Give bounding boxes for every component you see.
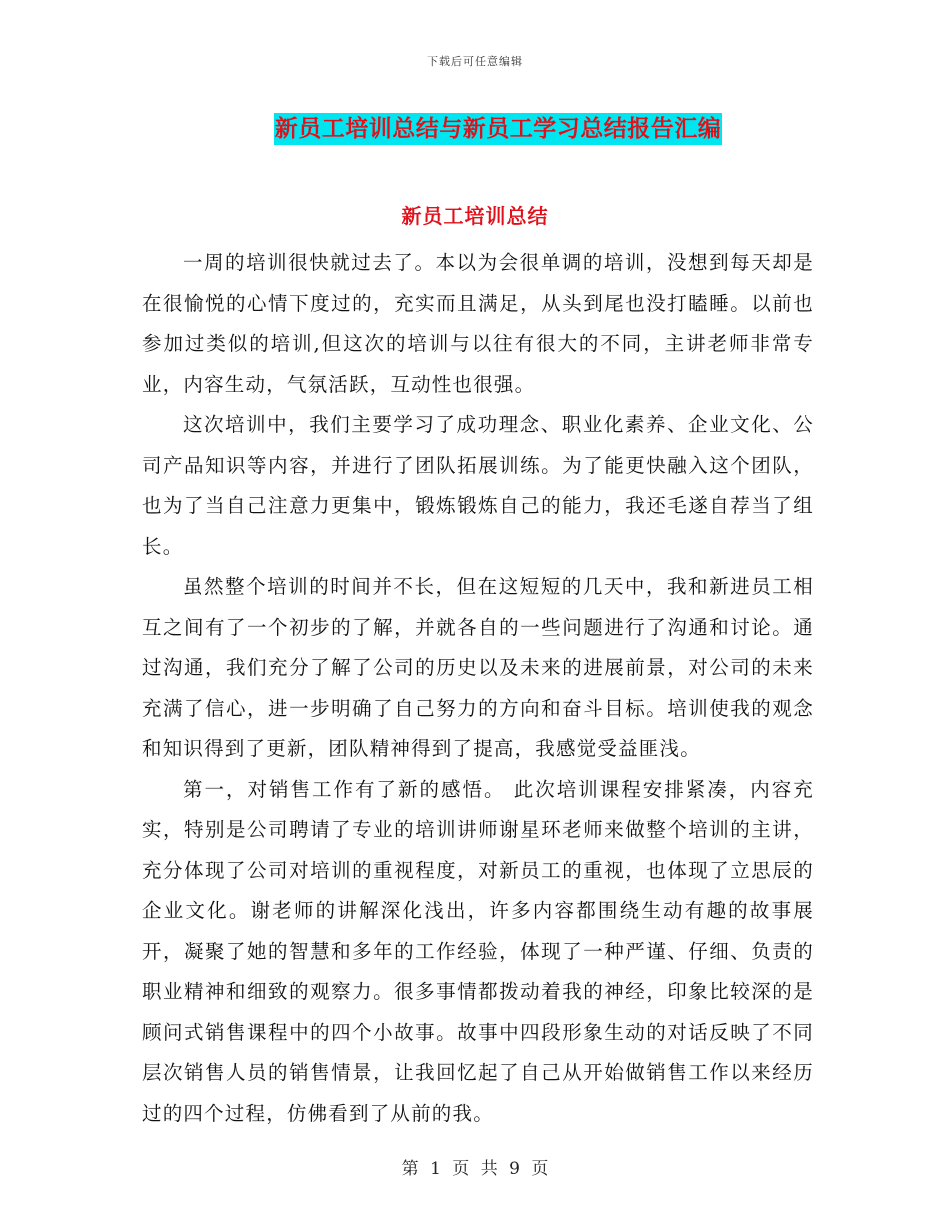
paragraph-3: 虽然整个培训的时间并不长，但在这短短的几天中，我和新进员工相互之间有了一个初步的了解，并就各自的一些问题进行了沟通和讨论。通过沟通，我们充分了解了公司的历史以及未来的进展前景，对公司的未来充满了信心，进一步明确了自己努力的方向和奋斗目标。培训使我的观念和知识得到了更新，团队精神得到了提高，我感觉受益匪浅。	[142, 575, 814, 760]
section-title: 新员工培训总结	[401, 204, 549, 228]
paragraph-2: 这次培训中，我们主要学习了成功理念、职业化素养、企业文化、公司产品知识等内容，并进行了团队拓展训练。为了能更快融入这个团队，也为了当自己注意力更集中，锻炼锻炼自己的能力，我还毛遂自荐当了组长。	[142, 413, 814, 558]
paragraph-4: 第一，对销售工作有了新的感悟。 此次培训课程安排紧凑，内容充实，特别是公司聘请了专业的培训讲师谢星环老师来做整个培训的主讲，充分体现了公司对培训的重视程度，对新员工的重视，也体现了立思辰的企业文化。谢老师的讲解深化浅出，许多内容都围绕生动有趣的故事展开，凝聚了她的智慧和多年的工作经验，体现了一种严谨、仔细、负责的职业精神和细致的观察力。很多事情都拨动着我的神经，印象比较深的是顾问式销售课程中的四个小故事。故事中四段形象生动的对话反映了不同层次销售人员的销售情景，让我回忆起了自己从开始做销售工作以来经历过的四个过程，仿佛看到了从前的我。	[142, 777, 814, 1125]
paragraph-1: 一周的培训很快就过去了。本以为会很单调的培训，没想到每天却是在很愉悦的心情下度过的，充实而且满足，从头到尾也没打瞌睡。以前也参加过类似的培训,但这次的培训与以往有很大的不同，主讲老师非常专业，内容生动，气氛活跃，互动性也很强。	[142, 251, 814, 396]
page-header-note: 下载后可任意编辑	[427, 55, 523, 68]
document-title: 新员工培训总结与新员工学习总结报告汇编	[274, 113, 723, 145]
document-body	[142, 243, 814, 1134]
page-number-footer: 第 1 页 共 9 页	[401, 1159, 549, 1179]
document-title-container	[0, 113, 950, 145]
